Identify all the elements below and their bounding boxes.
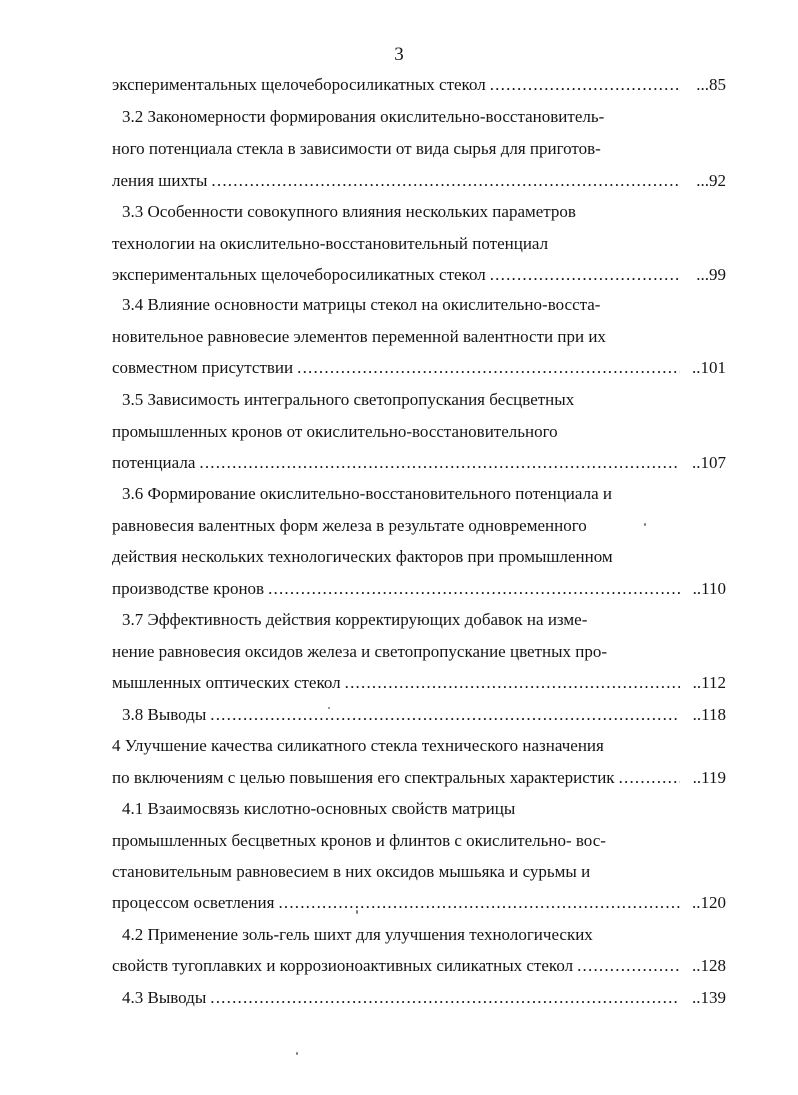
toc-entry-text: свойств тугоплавких и коррозионоактивных силикатных стекол [112,956,574,975]
toc-entry-3-line-1: 3.4 Влияние основности матрицы стекол на окислительно-восста- [122,295,601,314]
toc-page-number: ..107 [692,453,726,472]
toc-leader-dots [264,578,680,600]
toc-entry-text: производстве кронов [112,579,265,598]
toc-entry-10 [112,955,726,977]
toc-entry-9 [112,892,726,914]
toc-entry-8 [112,767,726,789]
toc-entry-6-line-2: нение равновесия оксидов железа и светопропускание цветных про- [112,642,608,661]
toc-entry-text: 3.8 Выводы [122,705,207,724]
toc-page-number: ..119 [692,768,726,787]
toc-leader-dots [615,767,680,789]
toc-entry-7 [122,704,726,726]
toc-page-number: ...99 [696,265,726,284]
toc-entry-9-line-3: становительным равновесием в них оксидов мышьяка и сурьмы и [112,862,591,881]
toc-page-number: ..101 [692,358,726,377]
toc-entry-6-line-1: 3.7 Эффективность действия корректирующих добавок на изме- [122,610,588,629]
toc-entry-text: потенциала [112,453,196,472]
toc-entry-1-line-2: ного потенциала стекла в зависимости от вида сырья для приготов- [112,139,601,158]
toc-page-number: ..112 [692,673,726,692]
toc-entry-10-line-1: 4.2 Применение золь-гель шихт для улучшения технологических [122,925,593,944]
toc-entry-1-line-1: 3.2 Закономерности формирования окислительно-восстановитель- [122,107,605,126]
toc-entry-5-line-1: 3.6 Формирование окислительно-восстановительного потенциала и [122,484,612,503]
toc-leader-dots [293,357,680,379]
toc-leader-dots [573,955,680,977]
toc-entry-5-line-2: равновесия валентных форм железа в результате одновременного [112,516,587,535]
toc-entry-3 [112,357,726,379]
toc-entry-text: мышленных оптических стекол [112,673,341,692]
toc-page-number: ...92 [696,171,726,190]
toc-entry-4-line-2: промышленных кронов от окислительно-восстановительного [112,422,558,441]
toc-entry-4 [112,452,726,474]
toc-leader-dots [206,987,680,1009]
toc-page-number: ..139 [692,988,726,1007]
toc-entry-text: экспериментальных щелочеборосиликатных стекол [112,265,486,284]
toc-page-number: ..120 [692,893,726,912]
toc-leader-dots [274,892,680,914]
toc-entry-8-line-1: 4 Улучшение качества силикатного стекла технического назначения [112,736,604,755]
toc-entry-3-line-2: новительное равновесие элементов переменной валентности при их [112,327,606,346]
scan-speck [356,910,358,914]
scan-speck [328,707,330,709]
toc-entry-text: экспериментальных щелочеборосиликатных стекол [112,75,486,94]
toc-entry-5-line-3: действия нескольких технологических факторов при промышленном [112,547,613,566]
toc-leader-dots [341,672,680,694]
toc-entry-0 [112,74,726,96]
toc-entry-1 [112,170,726,192]
scan-speck [296,1052,298,1055]
toc-entry-text: 4.3 Выводы [122,988,207,1007]
toc-leader-dots [207,170,680,192]
toc-entry-5 [112,578,726,600]
toc-entry-text: процессом осветления [112,893,275,912]
toc-entry-text: совместном присутствии [112,358,294,377]
toc-entry-9-line-1: 4.1 Взаимосвязь кислотно-основных свойств матрицы [122,799,516,818]
toc-leader-dots [195,452,680,474]
toc-entry-11 [122,987,726,1009]
toc-leader-dots [486,264,680,286]
toc-page-number: ..110 [692,579,726,598]
toc-page-number: ...85 [696,75,726,94]
toc-entry-text: ления шихты [112,171,208,190]
toc-leader-dots [486,74,680,96]
toc-entry-2-line-1: 3.3 Особенности совокупного влияния нескольких параметров [122,202,576,221]
toc-entry-text: по включениям с целью повышения его спектральных характеристик [112,768,615,787]
toc-entry-6 [112,672,726,694]
toc-leader-dots [206,704,680,726]
toc-entry-2-line-2: технологии на окислительно-восстановительный потенциал [112,234,549,253]
scan-speck [644,523,646,526]
toc-page-number: ..128 [692,956,726,975]
toc-page-number: ..118 [692,705,726,724]
toc-entry-9-line-2: промышленных бесцветных кронов и флинтов с окислительно- вос- [112,831,606,850]
toc-entry-2 [112,264,726,286]
page-number: 3 [394,44,404,65]
toc-entry-4-line-1: 3.5 Зависимость интегрального светопропускания бесцветных [122,390,575,409]
